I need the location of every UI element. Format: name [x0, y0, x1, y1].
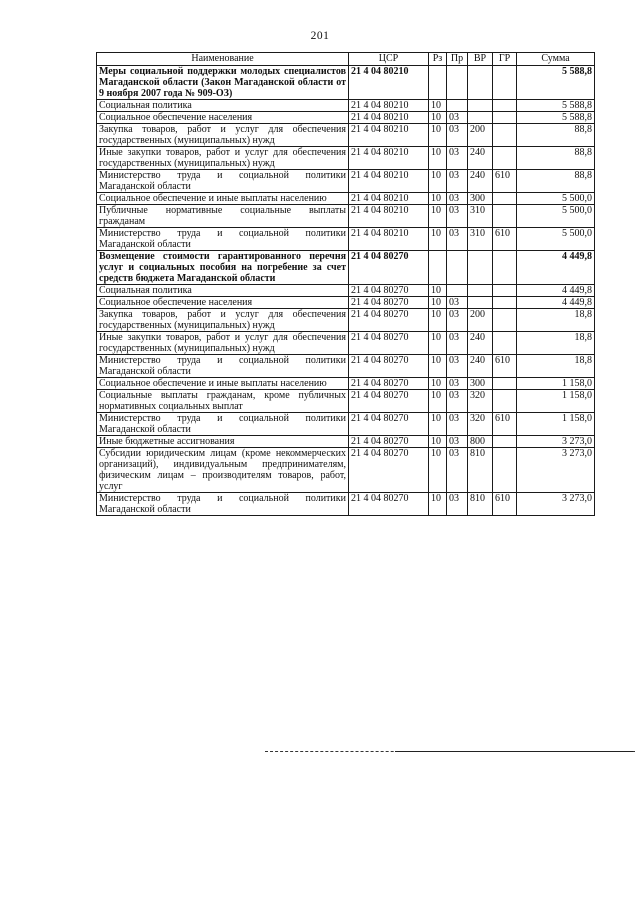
- cell-pr: [447, 66, 468, 100]
- footer-rule: [395, 751, 633, 752]
- cell-sum: 3 273,0: [517, 448, 595, 493]
- cell-rz: 10: [429, 436, 447, 448]
- budget-table: [96, 52, 595, 516]
- cell-sum: 3 273,0: [517, 493, 595, 516]
- cell-csr: 21 4 04 80270: [349, 390, 429, 413]
- cell-rz: 10: [429, 147, 447, 170]
- cell-name: Социальная политика: [97, 285, 349, 297]
- table-row: [97, 205, 595, 228]
- cell-rz: 10: [429, 448, 447, 493]
- page-number: 201: [310, 30, 330, 42]
- cell-gr: [493, 297, 517, 309]
- cell-csr: 21 4 04 80210: [349, 124, 429, 147]
- cell-rz: 10: [429, 378, 447, 390]
- cell-rz: 10: [429, 390, 447, 413]
- cell-name: Министерство труда и социальной политики Магаданской области: [97, 413, 349, 436]
- cell-sum: 4 449,8: [517, 251, 595, 285]
- cell-pr: 03: [447, 228, 468, 251]
- cell-pr: 03: [447, 413, 468, 436]
- cell-sum: 18,8: [517, 355, 595, 378]
- cell-sum: 88,8: [517, 147, 595, 170]
- cell-pr: 03: [447, 493, 468, 516]
- table-row: [97, 193, 595, 205]
- cell-vr: 800: [468, 436, 493, 448]
- cell-sum: 5 500,0: [517, 205, 595, 228]
- cell-sum: 18,8: [517, 332, 595, 355]
- cell-rz: 10: [429, 332, 447, 355]
- cell-gr: 610: [493, 413, 517, 436]
- cell-name: Министерство труда и социальной политики Магаданской области: [97, 355, 349, 378]
- cell-gr: [493, 251, 517, 285]
- cell-pr: 03: [447, 170, 468, 193]
- cell-csr: 21 4 04 80210: [349, 170, 429, 193]
- cell-vr: [468, 251, 493, 285]
- cell-name: Министерство труда и социальной политики Магаданской области: [97, 170, 349, 193]
- cell-vr: 320: [468, 413, 493, 436]
- cell-gr: [493, 436, 517, 448]
- cell-csr: 21 4 04 80270: [349, 436, 429, 448]
- cell-vr: 240: [468, 147, 493, 170]
- cell-vr: 810: [468, 493, 493, 516]
- cell-gr: 610: [493, 355, 517, 378]
- cell-sum: 5 500,0: [517, 228, 595, 251]
- cell-name: Социальное обеспечение и иные выплаты населению: [97, 378, 349, 390]
- cell-pr: [447, 285, 468, 297]
- cell-csr: 21 4 04 80270: [349, 448, 429, 493]
- cell-vr: 200: [468, 309, 493, 332]
- cell-pr: 03: [447, 124, 468, 147]
- cell-rz: 10: [429, 297, 447, 309]
- cell-pr: 03: [447, 355, 468, 378]
- cell-gr: 610: [493, 170, 517, 193]
- header-gr: ГР: [493, 53, 517, 66]
- cell-vr: 310: [468, 205, 493, 228]
- cell-rz: [429, 66, 447, 100]
- table-row: [97, 493, 595, 516]
- cell-csr: 21 4 04 80210: [349, 205, 429, 228]
- cell-rz: 10: [429, 124, 447, 147]
- cell-pr: 03: [447, 436, 468, 448]
- cell-name: Публичные нормативные социальные выплаты гражданам: [97, 205, 349, 228]
- table-row: [97, 436, 595, 448]
- header-rz: Рз: [429, 53, 447, 66]
- cell-csr: 21 4 04 80270: [349, 355, 429, 378]
- cell-sum: 1 158,0: [517, 413, 595, 436]
- cell-pr: [447, 100, 468, 112]
- table-body: [97, 66, 595, 516]
- cell-csr: 21 4 04 80210: [349, 112, 429, 124]
- table-row: [97, 124, 595, 147]
- cell-pr: 03: [447, 112, 468, 124]
- cell-gr: [493, 378, 517, 390]
- cell-pr: 03: [447, 193, 468, 205]
- cell-pr: 03: [447, 297, 468, 309]
- cell-gr: [493, 205, 517, 228]
- cell-vr: 200: [468, 124, 493, 147]
- cell-csr: 21 4 04 80270: [349, 309, 429, 332]
- cell-rz: 10: [429, 309, 447, 332]
- cell-pr: 03: [447, 309, 468, 332]
- cell-rz: 10: [429, 205, 447, 228]
- cell-vr: [468, 100, 493, 112]
- cell-gr: [493, 147, 517, 170]
- cell-vr: [468, 285, 493, 297]
- table-header-row: [97, 53, 595, 66]
- table-row: [97, 448, 595, 493]
- cell-pr: 03: [447, 147, 468, 170]
- cell-gr: 610: [493, 228, 517, 251]
- table-row: [97, 100, 595, 112]
- cell-sum: 5 588,8: [517, 100, 595, 112]
- cell-sum: 18,8: [517, 309, 595, 332]
- cell-vr: 810: [468, 448, 493, 493]
- cell-vr: 300: [468, 193, 493, 205]
- cell-name: Иные закупки товаров, работ и услуг для обеспечения государственных (муниципальных) нужд: [97, 332, 349, 355]
- cell-vr: 240: [468, 332, 493, 355]
- cell-csr: 21 4 04 80270: [349, 285, 429, 297]
- cell-sum: 88,8: [517, 170, 595, 193]
- cell-gr: [493, 285, 517, 297]
- cell-sum: 4 449,8: [517, 285, 595, 297]
- cell-csr: 21 4 04 80270: [349, 493, 429, 516]
- cell-pr: 03: [447, 390, 468, 413]
- cell-name: Меры социальной поддержки молодых специалистов Магаданской области (Закон Магаданской области от 9 ноября 2007 года № 909-ОЗ): [97, 66, 349, 100]
- cell-rz: 10: [429, 285, 447, 297]
- header-csr: ЦСР: [349, 53, 429, 66]
- cell-rz: 10: [429, 170, 447, 193]
- table-row: [97, 309, 595, 332]
- cell-name: Иные бюджетные ассигнования: [97, 436, 349, 448]
- cell-name: Социальное обеспечение и иные выплаты населению: [97, 193, 349, 205]
- cell-pr: [447, 251, 468, 285]
- cell-vr: [468, 112, 493, 124]
- cell-csr: 21 4 04 80210: [349, 193, 429, 205]
- cell-pr: 03: [447, 448, 468, 493]
- cell-vr: 300: [468, 378, 493, 390]
- cell-sum: 5 588,8: [517, 66, 595, 100]
- table-row: [97, 285, 595, 297]
- cell-pr: 03: [447, 205, 468, 228]
- table-row: [97, 413, 595, 436]
- table-row: [97, 355, 595, 378]
- cell-gr: [493, 100, 517, 112]
- cell-name: Субсидии юридическим лицам (кроме некоммерческих организаций), индивидуальным предпринимателям, физическим лицам – производителям товаров, работ, услуг: [97, 448, 349, 493]
- table-row: [97, 390, 595, 413]
- cell-pr: 03: [447, 378, 468, 390]
- cell-vr: 320: [468, 390, 493, 413]
- cell-sum: 3 273,0: [517, 436, 595, 448]
- cell-csr: 21 4 04 80270: [349, 332, 429, 355]
- cell-gr: [493, 332, 517, 355]
- cell-rz: 10: [429, 355, 447, 378]
- cell-gr: [493, 193, 517, 205]
- table-row: [97, 332, 595, 355]
- cell-rz: 10: [429, 493, 447, 516]
- cell-sum: 5 588,8: [517, 112, 595, 124]
- cell-sum: 1 158,0: [517, 390, 595, 413]
- table-row: [97, 147, 595, 170]
- cell-csr: 21 4 04 80270: [349, 413, 429, 436]
- table-row: [97, 66, 595, 100]
- cell-name: Социальное обеспечение населения: [97, 112, 349, 124]
- header-name: Наименование: [97, 53, 349, 66]
- cell-csr: 21 4 04 80210: [349, 228, 429, 251]
- cell-gr: [493, 448, 517, 493]
- cell-vr: 240: [468, 355, 493, 378]
- table-row: [97, 228, 595, 251]
- cell-name: Закупка товаров, работ и услуг для обеспечения государственных (муниципальных) нужд: [97, 309, 349, 332]
- table-row: [97, 378, 595, 390]
- cell-sum: 1 158,0: [517, 378, 595, 390]
- cell-gr: [493, 390, 517, 413]
- cell-csr: 21 4 04 80210: [349, 147, 429, 170]
- cell-name: Министерство труда и социальной политики Магаданской области: [97, 228, 349, 251]
- cell-sum: 5 500,0: [517, 193, 595, 205]
- cell-name: Социальное обеспечение населения: [97, 297, 349, 309]
- cell-vr: [468, 297, 493, 309]
- cell-sum: 88,8: [517, 124, 595, 147]
- cell-vr: 310: [468, 228, 493, 251]
- cell-name: Социальные выплаты гражданам, кроме публичных нормативных социальных выплат: [97, 390, 349, 413]
- cell-gr: [493, 124, 517, 147]
- cell-gr: 610: [493, 493, 517, 516]
- cell-rz: 10: [429, 413, 447, 436]
- cell-rz: [429, 251, 447, 285]
- table-row: [97, 112, 595, 124]
- header-pr: Пр: [447, 53, 468, 66]
- cell-name: Возмещение стоимости гарантированного перечня услуг и социальных пособия на погребение за счет средств бюджета Магаданской области: [97, 251, 349, 285]
- cell-name: Социальная политика: [97, 100, 349, 112]
- cell-csr: 21 4 04 80270: [349, 378, 429, 390]
- cell-pr: 03: [447, 332, 468, 355]
- cell-rz: 10: [429, 100, 447, 112]
- cell-rz: 10: [429, 193, 447, 205]
- cell-sum: 4 449,8: [517, 297, 595, 309]
- table-row: [97, 251, 595, 285]
- cell-gr: [493, 66, 517, 100]
- cell-gr: [493, 309, 517, 332]
- cell-name: Иные закупки товаров, работ и услуг для обеспечения государственных (муниципальных) нужд: [97, 147, 349, 170]
- header-vr: ВР: [468, 53, 493, 66]
- cell-csr: 21 4 04 80210: [349, 100, 429, 112]
- cell-gr: [493, 112, 517, 124]
- table-row: [97, 297, 595, 309]
- cell-rz: 10: [429, 112, 447, 124]
- cell-csr: 21 4 04 80270: [349, 297, 429, 309]
- cell-csr: 21 4 04 80270: [349, 251, 429, 285]
- cell-name: Закупка товаров, работ и услуг для обеспечения государственных (муниципальных) нужд: [97, 124, 349, 147]
- cell-csr: 21 4 04 80210: [349, 66, 429, 100]
- header-sum: Сумма: [517, 53, 595, 66]
- cell-name: Министерство труда и социальной политики Магаданской области: [97, 493, 349, 516]
- cell-vr: [468, 66, 493, 100]
- cell-rz: 10: [429, 228, 447, 251]
- cell-vr: 240: [468, 170, 493, 193]
- table-row: [97, 170, 595, 193]
